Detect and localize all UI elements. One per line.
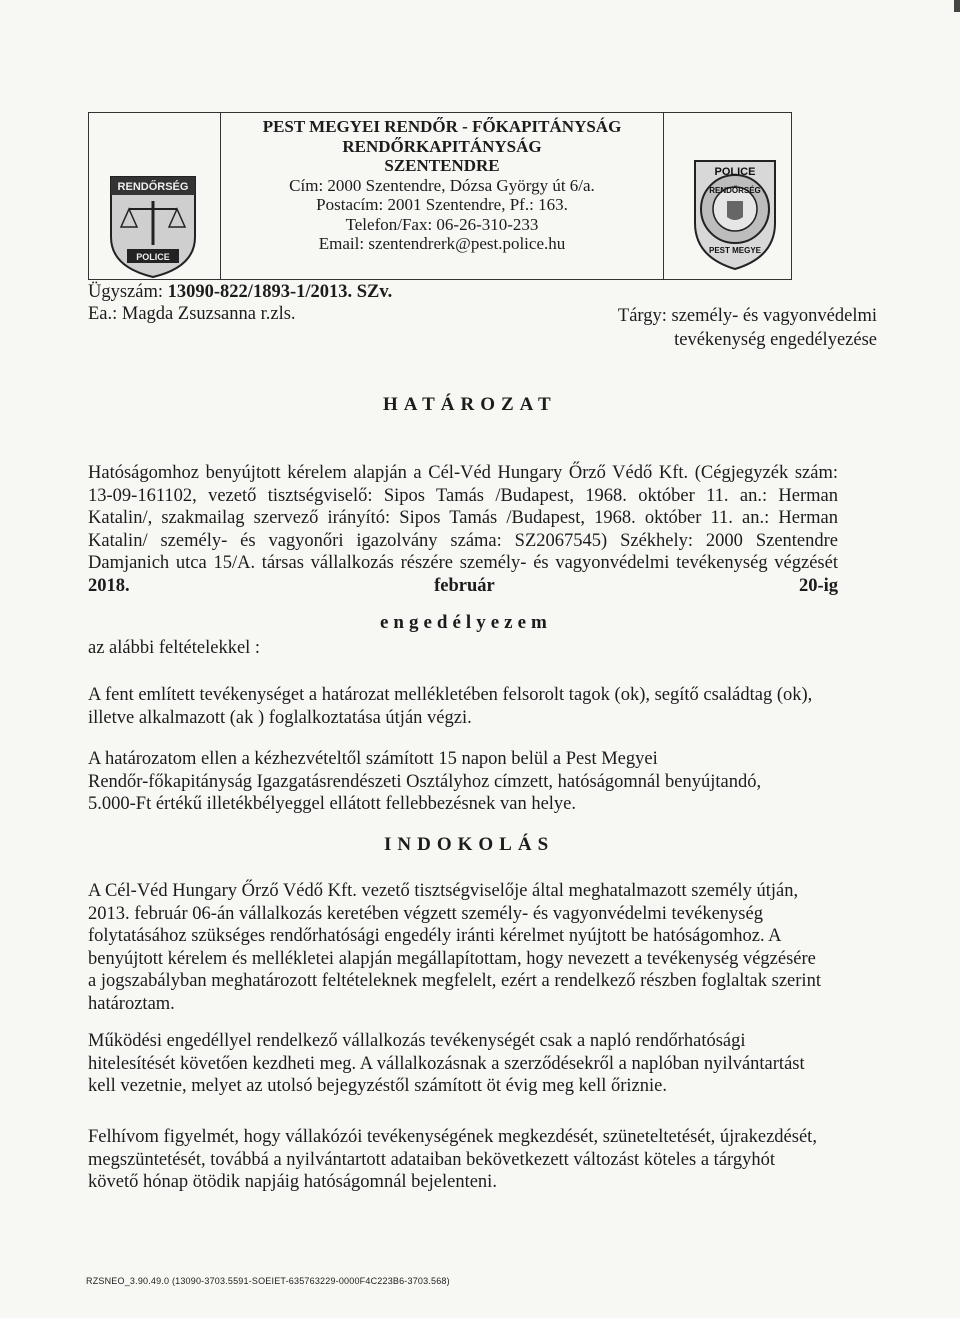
case-number (88, 282, 392, 303)
subject (577, 304, 877, 352)
org-unit: RENDŐRKAPITÁNYSÁG (342, 136, 542, 156)
subject-line: Tárgy: személy- és vagyonvédelmi (617, 306, 877, 326)
postal-line: Postacím: 2001 Szentendre, Pf.: 163. (316, 195, 568, 214)
email-line: Email: szentendrerk@pest.police.hu (318, 234, 566, 253)
reasoning-title: INDOKOLÁS (384, 834, 555, 855)
paragraph-line: 13-09-161102, vezető tisztségviselő: Sipos Tamás /Budapest, 1968. október 11. an.: Herman (88, 485, 838, 506)
paragraph-line: hitelesítését követően kezdheti meg. A vállalkozásnak a szerződésekről a naplóban nyilvántartást (88, 1053, 805, 1074)
document-footer-code: RZSNEO_3.90.49.0 (13090-3703.5591-SOEIET-635763229-0000F4C223B6-3703.568) (86, 1276, 450, 1286)
paragraph-line: Hatóságomhoz benyújtott kérelem alapján a Cél-Véd Hungary Őrző Védő Kft. (Cégjegyzék szám: (88, 463, 838, 483)
case-number-label: Ügyszám: (88, 282, 164, 302)
paragraph-line: benyújtott kérelem és mellékletei alapján megállapítottam, hogy nevezett a tevékenység végzésére (88, 948, 816, 969)
reasoning-paragraph (88, 880, 848, 1016)
badge-text: POLICE (714, 166, 756, 178)
pest-county-police-badge-icon (689, 153, 781, 271)
letterhead-text (221, 117, 663, 254)
paragraph-line: folytatásához szükséges rendőrhatósági engedély iránti kérelmet nyújtott be hatóságomhoz. A (88, 926, 782, 947)
paragraph-line: Katalin/, szakmailag szervező irányító: Sipos Tamás /Budapest, 1968. október 11. an.: Herman (88, 508, 838, 529)
paragraph-line: követő hónap ötödik napjáig hatóságomnál bejelenteni. (88, 1172, 497, 1193)
paragraph-line: Damjanich utca 15/A. társas vállalkozás részére személy- és vagyonvédelmi tevékenység végzését (88, 553, 838, 574)
paragraph-line: 5.000-Ft értékű illetékbélyeggel ellátott fellebbezésnek van helye. (88, 794, 577, 815)
conditions-label: az alábbi feltételekkel : (88, 638, 261, 658)
paragraph-line: Katalin/ személy- és vagyonőri igazolvány száma: SZ2067545) Székhely: 2000 Szentendre (88, 530, 838, 551)
emblem-text: RENDŐRSÉG (117, 181, 189, 193)
org-name: PEST MEGYEI RENDŐR - FŐKAPITÁNYSÁG (262, 117, 622, 136)
phone-line: Telefon/Fax: 06-26-310-233 (345, 214, 539, 234)
permit-deadline: 2018. február 20-ig (88, 575, 838, 596)
org-city: SZENTENDRE (384, 156, 500, 175)
case-handler: Ea.: Magda Zsuzsanna r.zls. (88, 304, 296, 324)
members-paragraph (88, 684, 848, 729)
document-title: HATÁROZAT (383, 394, 557, 415)
divider (663, 113, 664, 279)
paragraph-line: A határozatom ellen a kézhezvételtől számított 15 napon belül a Pest Megyei (88, 749, 658, 769)
paragraph-line: A Cél-Véd Hungary Őrző Védő Kft. vezető tisztségviselője által meghatalmazott személy útján, (88, 881, 799, 901)
paragraph-line: a jogszabályban meghatározott feltételeknek megfelelt, ezért a rendelkező részben foglaltak szerint (88, 971, 821, 992)
paragraph-line: Működési engedéllyel rendelkező vállalkozás tevékenységét csak a napló rendőrhatósági (88, 1031, 746, 1051)
paragraph-line: Rendőr-főkapitányság Igazgatásrendészeti Osztályhoz címzett, hatóságomnál benyújtandó, (88, 771, 762, 792)
intro-paragraph (88, 462, 838, 598)
paragraph-line: megszüntetését, továbbá a nyilvántartott adataiban bekövetkezett változást köteles a tárgyhót (88, 1149, 775, 1170)
paragraph-line: illetve alkalmazott (ak ) foglalkoztatása útján végzi. (88, 707, 472, 728)
notice-paragraph (88, 1126, 848, 1194)
appeal-paragraph (88, 748, 848, 816)
address-line: Cím: 2000 Szentendre, Dózsa György út 6/a. (289, 175, 595, 195)
paragraph-line: A fent említett tevékenységet a határozat mellékletében felsorolt tagok (ok), segítő családtag (ok), (88, 685, 813, 705)
paragraph-line: 2013. február 06-án vállalkozás keretében végzett személy- és vagyonvédelmi tevékenység (88, 903, 763, 924)
permit-decision: engedélyezem (380, 612, 552, 633)
logbook-paragraph (88, 1030, 848, 1098)
badge-text: RENDŐRSÉG (709, 186, 761, 195)
badge-text: PEST MEGYE (708, 246, 762, 255)
police-emblem-icon (103, 167, 203, 279)
paragraph-line: kell vezetnie, melyet az utolsó bejegyzéstől számított öt évig meg kell őriznie. (88, 1076, 667, 1097)
paragraph-line: határoztam. (88, 993, 175, 1014)
scan-edge-mark (954, 0, 960, 12)
paragraph-line: Felhívom figyelmét, hogy vállakózói tevékenységének megkezdését, szüneteltetését, újrakezdését, (88, 1127, 817, 1147)
case-number-value: 13090-822/1893-1/2013. SZv. (167, 282, 393, 302)
subject-line: tevékenység engedélyezése (674, 330, 877, 350)
letterhead-box (88, 112, 792, 280)
emblem-text: POLICE (136, 252, 170, 262)
